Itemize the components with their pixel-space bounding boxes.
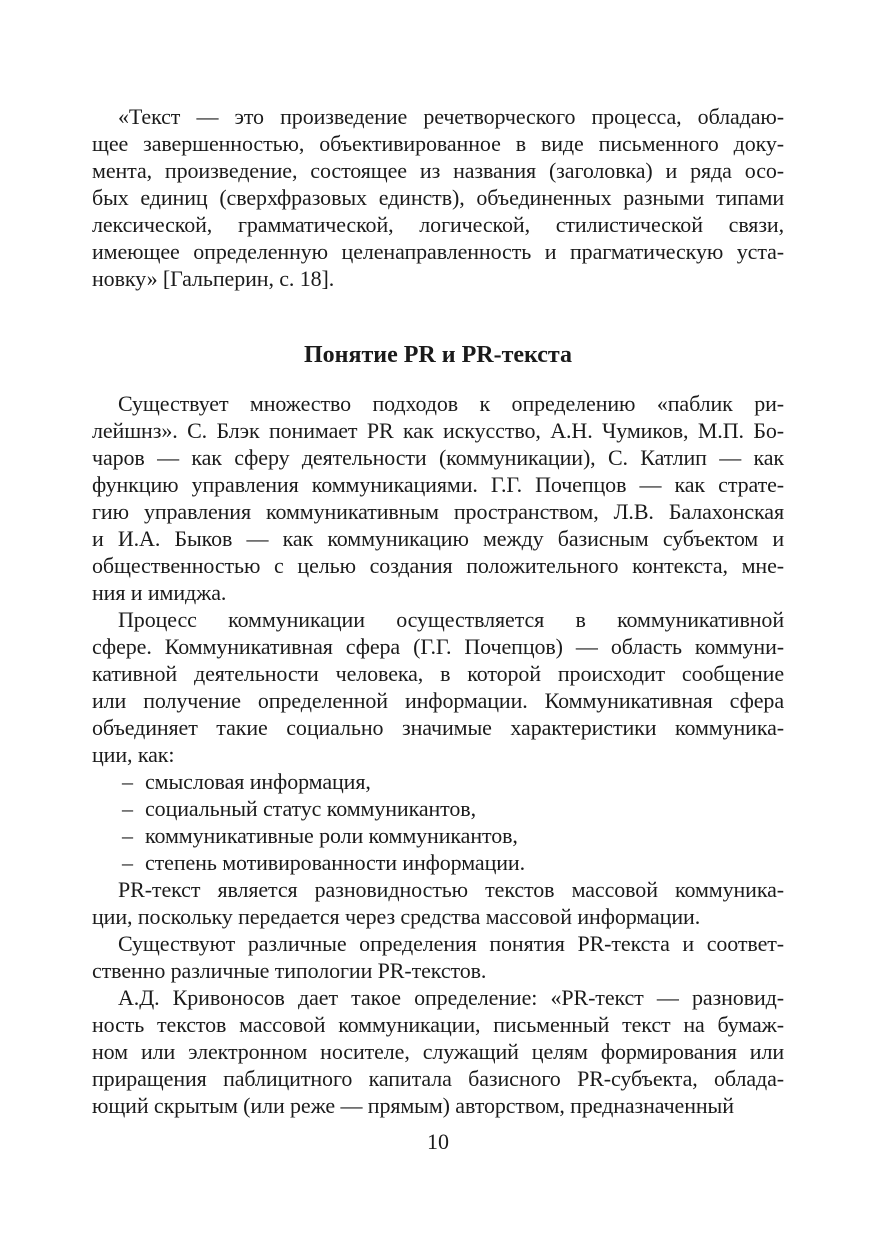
- text-line: общественностью с целью создания положительного контекста, мне-: [92, 553, 784, 578]
- page-number: 10: [427, 1129, 449, 1154]
- list-item: [92, 795, 784, 822]
- text-line: гию управления коммуникативным пространством, Л.В. Балахонская: [92, 499, 784, 524]
- list-item: [92, 849, 784, 876]
- paragraph-pr-text-mass-media: [92, 876, 784, 930]
- section-heading: Понятие PR и PR-текста: [304, 342, 572, 368]
- dash-marker: –: [122, 823, 133, 848]
- text-line: лексической, грамматической, логической, стилистической связи,: [92, 212, 784, 237]
- quote-paragraph: [92, 103, 784, 292]
- paragraph-definitions-typologies: [92, 930, 784, 984]
- text-line: Процесс коммуникации осуществляется в коммуникативной: [118, 607, 784, 632]
- text-line: ственно различные типологии PR-текстов.: [92, 958, 487, 983]
- text-line: ния и имиджа.: [92, 580, 227, 605]
- text-line: и И.А. Быков — как коммуникацию между базисным субъектом и: [92, 526, 784, 551]
- list-item-text: смысловая информация,: [145, 769, 371, 794]
- page-text-block: [92, 103, 784, 1119]
- text-line: ющий скрытым (или реже — прямым) авторством, предназначенный: [92, 1093, 734, 1118]
- text-line: объединяет такие социально значимые характеристики коммуника-: [92, 715, 784, 740]
- page-footer: [92, 1128, 784, 1155]
- text-line: Существует множество подходов к определению «паблик ри-: [118, 391, 784, 416]
- text-line: ции, поскольку передается через средства массовой информации.: [92, 904, 701, 929]
- text-line: сфере. Коммуникативная сфера (Г.Г. Почепцов) — область коммуни-: [92, 634, 784, 659]
- communication-characteristics-list: [92, 768, 784, 876]
- list-item: [92, 822, 784, 849]
- text-line: новку» [Гальперин, с. 18].: [92, 266, 335, 291]
- text-line: имеющее определенную целенаправленность и прагматическую уста-: [92, 239, 784, 264]
- text-line: Существуют различные определения понятия PR-текста и соответ-: [118, 931, 784, 956]
- list-item-text: степень мотивированности информации.: [145, 850, 526, 875]
- text-line: ность текстов массовой коммуникации, письменный текст на бумаж-: [92, 1012, 784, 1037]
- text-line: мента, произведение, состоящее из названия (заголовка) и ряда осо-: [92, 158, 784, 183]
- text-line: чаров — как сферу деятельности (коммуникации), С. Катлип — как: [92, 445, 784, 470]
- paragraph-pr-definitions: [92, 390, 784, 606]
- text-line: ном или электронном носителе, служащий целям формирования или: [92, 1039, 784, 1064]
- text-line: А.Д. Кривоносов дает такое определение: «PR-текст — разновид-: [118, 985, 784, 1010]
- list-item-text: коммуникативные роли коммуникантов,: [145, 823, 518, 848]
- list-item: [92, 768, 784, 795]
- text-line: кативной деятельности человека, в которой происходит сообщение: [92, 661, 784, 686]
- dash-marker: –: [122, 769, 133, 794]
- text-line: приращения паблицитного капитала базисного PR-субъекта, облада-: [92, 1066, 784, 1091]
- text-line: щее завершенностью, объективированное в виде письменного доку-: [92, 131, 784, 156]
- dash-marker: –: [122, 796, 133, 821]
- paragraph-krivonosov-definition: [92, 984, 784, 1119]
- text-line: PR-текст является разновидностью текстов массовой коммуника-: [118, 877, 784, 902]
- list-item-text: социальный статус коммуникантов,: [145, 796, 476, 821]
- dash-marker: –: [122, 850, 133, 875]
- text-line: или получение определенной информации. Коммуникативная сфера: [92, 688, 784, 713]
- text-line: бых единиц (сверхфразовых единств), объединенных разными типами: [92, 185, 784, 210]
- text-line: ции, как:: [92, 742, 175, 767]
- paragraph-communication-sphere: [92, 606, 784, 768]
- text-line: «Текст — это произведение речетворческого процесса, обладаю-: [118, 104, 784, 129]
- text-line: лейшнз». С. Блэк понимает PR как искусство, А.Н. Чумиков, М.П. Бо-: [92, 418, 784, 443]
- text-line: функцию управления коммуникациями. Г.Г. Почепцов — как страте-: [92, 472, 784, 497]
